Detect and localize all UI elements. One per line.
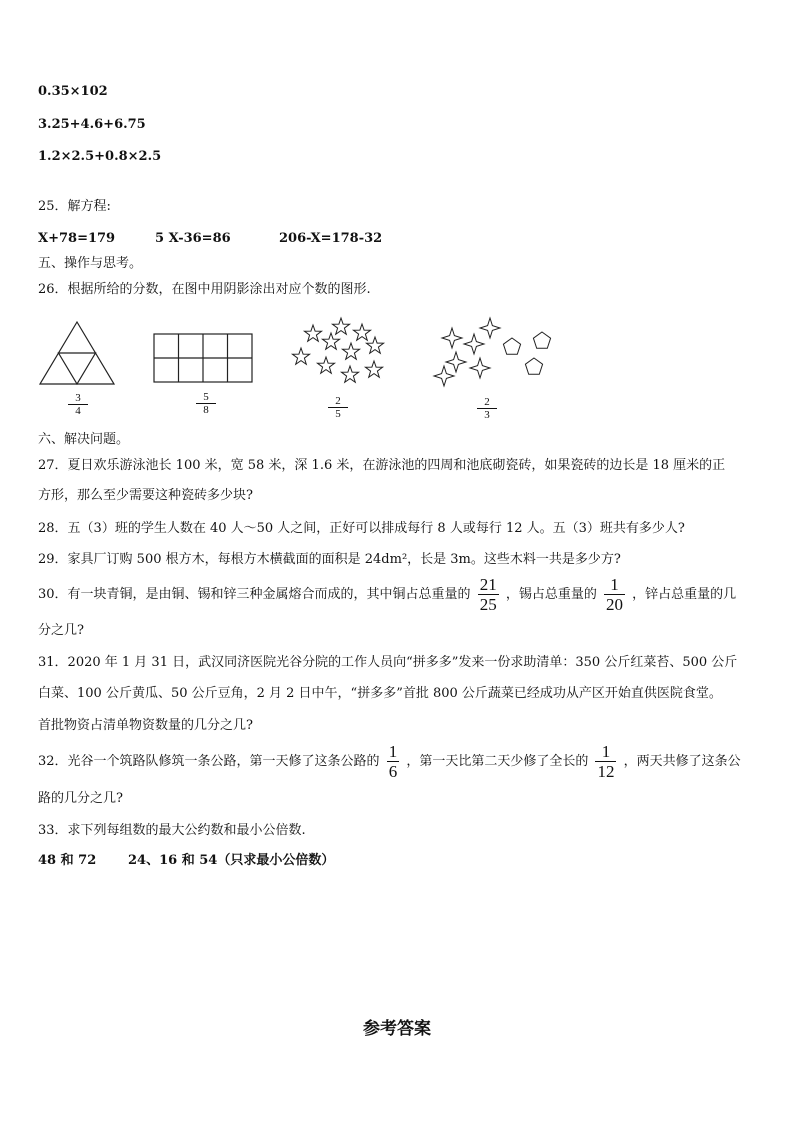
fraction-label-stars: 2 5 — [328, 395, 348, 420]
q25-equation-2: 5 X-36=86 — [155, 231, 231, 246]
fraction-label-mixed: 2 3 — [477, 396, 497, 421]
q32-fraction-day1: $\frac{1}{6}$ — [388, 742, 398, 781]
q27-line-1: 27．夏日欢乐游泳池长 100 米，宽 58 米，深 1.6 米，在游泳池的四周和池底砌瓷砖，如果瓷砖的边长是 18 厘米的正 — [38, 458, 726, 473]
fraction-label-triangle: 3 4 — [68, 392, 88, 417]
four-point-star-icon — [470, 358, 490, 378]
answer-title: 参考答案 — [363, 1019, 431, 1039]
q30-line-2: 分之几? — [38, 623, 84, 638]
q31-line-1: 31．2020 年 1 月 31 日，武汉同济医院光谷分院的工作人员向“拼多多”发来一份求助清单：350 公斤红菜苔、500 公斤 — [38, 655, 738, 670]
q33-group-1: 48 和 72 — [38, 853, 97, 868]
fraction-label-grid: 5 8 — [196, 391, 216, 416]
star-icon — [332, 318, 349, 334]
q31-line-2: 白菜、100 公斤黄瓜、50 公斤豆角，2 月 2 日中午，“拼多多”首批 800 公斤蔬菜已经成功从产区开始直供医院食堂。 — [38, 686, 722, 701]
star-icon — [353, 324, 370, 340]
pentagon-icon — [533, 332, 550, 348]
q25-equation-3: 206-X=178-32 — [279, 231, 383, 246]
q28-text: 28．五（3）班的学生人数在 40 人～50 人之间，正好可以排成每行 8 人或每行 12 人。五（3）班共有多少人? — [38, 521, 685, 536]
q31-line-3: 首批物资占清单物资数量的几分之几? — [38, 718, 253, 733]
star-icon — [365, 361, 382, 377]
four-point-star-icon — [446, 352, 466, 372]
pentagon-icon — [503, 338, 520, 354]
star-icon — [342, 343, 359, 359]
star-icon — [317, 357, 334, 373]
calc-item-1: 0.35×102 — [38, 84, 108, 99]
star-icon — [322, 333, 339, 349]
q25-label: 25．解方程: — [38, 199, 111, 214]
star-icon — [292, 348, 309, 364]
q26-text: 26．根据所给的分数，在图中用阴影涂出对应个数的图形. — [38, 282, 371, 297]
q33-text: 33．求下列每组数的最大公约数和最小公倍数. — [38, 823, 306, 838]
q32-line-1: 32．光谷一个筑路队修筑一条公路，第一天修了这条公路的 $\frac{1}{6}$ ，第一天比第二天少修了全长的 $\frac{1}{12}$ ，两天共修了这条公 — [38, 742, 741, 781]
section-6-heading: 六、解决问题。 — [38, 432, 130, 447]
q32-fraction-difference: $\frac{1}{12}$ — [597, 742, 615, 781]
four-point-star-icon — [480, 318, 500, 338]
q27-line-2: 方形，那么至少需要这种瓷砖多少块? — [38, 488, 253, 503]
calc-item-3: 1.2×2.5+0.8×2.5 — [38, 149, 162, 164]
grid-rectangle-figure — [153, 333, 253, 383]
q30-fraction-copper: $\frac{21}{25}$ — [479, 575, 497, 614]
q29-text: 29．家具厂订购 500 根方木，每根方木横截面的面积是 24dm²，长是 3m。这些木料一共是多少方? — [38, 552, 621, 567]
pentagon-icon — [525, 358, 542, 374]
section-5-heading: 五、操作与思考。 — [38, 256, 143, 271]
four-point-star-icon — [434, 366, 454, 386]
calc-item-2: 3.25+4.6+6.75 — [38, 117, 146, 132]
star-icon — [366, 337, 383, 353]
five-point-stars-figure — [285, 312, 390, 392]
star-icon — [341, 366, 358, 382]
q30-line-1: 30．有一块青铜，是由铜、锡和锌三种金属熔合而成的，其中铜占总重量的 $\frac{21}{25}$ ，锡占总重量的 $\frac{1}{20}$ ，锌占总重量的几 — [38, 575, 737, 614]
q33-group-2: 24、16 和 54（只求最小公倍数） — [128, 853, 335, 868]
star-icon — [304, 325, 321, 341]
q32-line-2: 路的几分之几? — [38, 791, 123, 806]
q25-equation-1: X+78=179 — [38, 231, 116, 246]
four-point-star-icon — [442, 328, 462, 348]
triangle-figure — [38, 320, 116, 386]
four-point-star-icon — [464, 334, 484, 354]
four-point-stars-and-pentagons-figure — [432, 316, 562, 390]
q30-fraction-tin: $\frac{1}{20}$ — [605, 575, 623, 614]
